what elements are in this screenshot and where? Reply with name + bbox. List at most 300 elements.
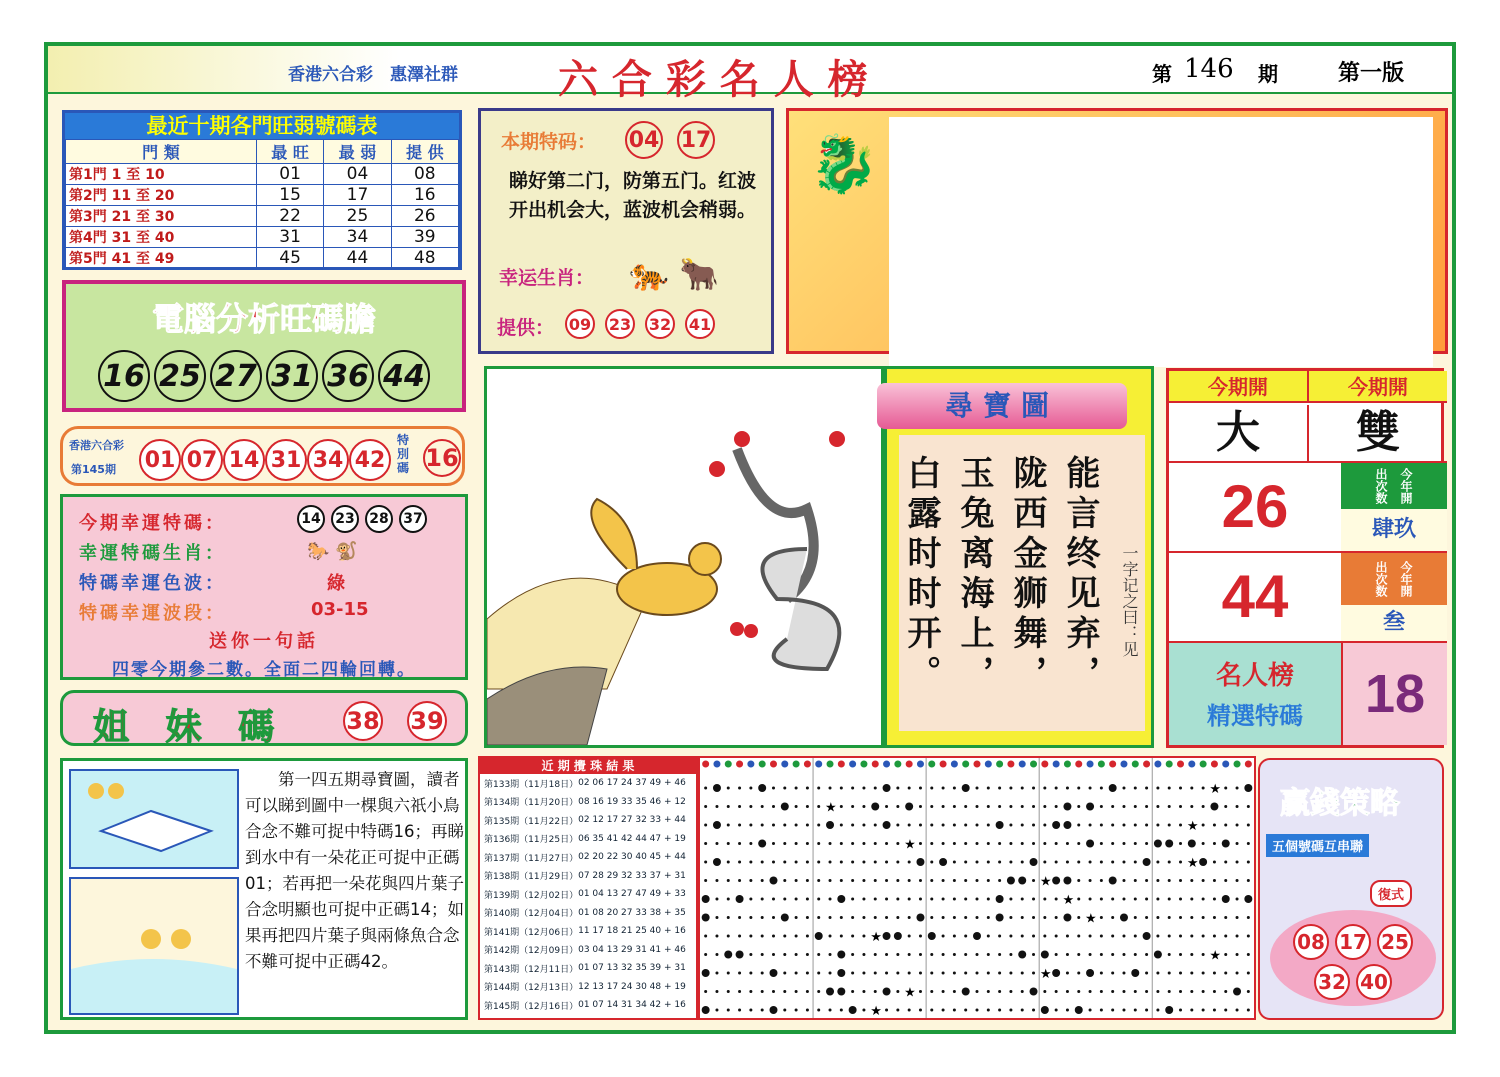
color-marker [804,761,811,768]
drawn-dot [713,858,721,866]
empty-dot [761,805,764,808]
empty-dot [1190,953,1193,956]
lucky-number: 28 [365,505,393,533]
empty-dot [1111,824,1114,827]
special-star: ★ [904,837,916,853]
empty-dot [749,953,752,956]
empty-dot [772,935,775,938]
drawn-dot [815,932,823,940]
empty-dot [1224,990,1227,993]
empty-dot [1156,972,1159,975]
drawn-dot [916,858,924,866]
empty-dot [930,972,933,975]
empty-dot [885,898,888,901]
color-marker [713,761,720,768]
empty-dot [749,824,752,827]
empty-dot [1145,972,1148,975]
drawn-dot [883,784,891,792]
empty-dot [772,842,775,845]
empty-dot [851,787,854,790]
special-label: 本期特码： [501,131,597,153]
lucky-color: 綠 [327,573,345,594]
empty-dot [1066,990,1069,993]
drawn-dot [883,821,891,829]
special-star: ★ [1209,948,1222,964]
drawn-dot [702,969,710,977]
strategy-number: 32 [1314,964,1350,1000]
empty-dot [1202,805,1205,808]
empty-dot [1077,842,1080,845]
lucky-range: 03-15 [311,599,369,620]
drawn-dot [1063,914,1071,922]
empty-dot [1077,935,1080,938]
empty-dot [1179,879,1182,882]
special-star: ★ [870,930,882,945]
empty-dot [772,824,775,827]
drawn-dot [1052,877,1060,885]
history-title: 近 期 攪 珠 結 果 [480,758,696,774]
empty-dot [862,787,865,790]
empty-dot [908,824,911,827]
empty-dot [727,879,730,882]
empty-dot [851,879,854,882]
history-cell: 01 04 13 27 47 49 + 33 [578,889,686,900]
color-marker [928,761,935,768]
color-marker [940,761,947,768]
dragon-icon: 🐉 [809,132,879,197]
empty-dot [1224,824,1227,827]
history-table [484,774,686,1015]
strategy-subtitle: 五個號碼互串聯 [1266,834,1369,857]
color-marker [985,761,992,768]
empty-dot [1190,972,1193,975]
empty-dot [1247,916,1250,919]
empty-dot [1066,1009,1069,1012]
special-star: ★ [1186,819,1199,834]
empty-dot [840,1009,843,1012]
last-number: 01 [139,439,181,481]
ten-period-table [62,110,462,270]
empty-dot [987,953,990,956]
drawn-dot [1063,821,1071,829]
empty-dot [738,842,741,845]
empty-dot [1224,787,1227,790]
empty-dot [806,824,809,827]
empty-dot [715,972,718,975]
drawn-dot [996,821,1004,829]
drawn-dot [736,951,744,959]
history-row [484,922,686,941]
empty-dot [749,842,752,845]
empty-dot [1156,805,1159,808]
empty-dot [874,953,877,956]
color-marker [1007,761,1014,768]
drawn-dot [1143,932,1151,940]
drawn-dot [996,914,1004,922]
empty-dot [964,861,967,864]
empty-dot [1190,990,1193,993]
last-result-box [60,426,465,486]
empty-dot [953,935,956,938]
empty-dot [795,787,798,790]
empty-dot [1134,1009,1137,1012]
drawn-dot [736,895,744,903]
empty-dot [987,1009,990,1012]
empty-dot [1168,916,1171,919]
empty-dot [998,972,1001,975]
drawn-dot [1154,840,1162,848]
empty-dot [1043,916,1046,919]
empty-dot [817,787,820,790]
empty-dot [942,787,945,790]
drawn-dot [837,895,845,903]
empty-dot [1179,916,1182,919]
empty-dot [1236,935,1239,938]
empty-dot [1179,972,1182,975]
empty-dot [998,935,1001,938]
col-header: 提 供 [391,140,458,164]
empty-dot [896,972,899,975]
empty-dot [1009,935,1012,938]
empty-dot [953,898,956,901]
empty-dot [1021,861,1024,864]
history-cell: 08 16 19 33 35 46 + 12 [578,796,686,807]
group-cell: 第2門 11 至 20 [66,185,257,206]
empty-dot [930,1009,933,1012]
empty-dot [987,898,990,901]
empty-dot [1055,953,1058,956]
empty-dot [987,805,990,808]
history-cell: 01 07 13 32 35 39 + 31 [578,963,686,974]
empty-dot [772,787,775,790]
empty-dot [919,787,922,790]
empty-dot [1179,842,1182,845]
empty-dot [930,842,933,845]
drawn-dot [1165,1006,1173,1014]
empty-dot [772,953,775,956]
empty-dot [1156,861,1159,864]
color-marker [1087,761,1094,768]
empty-dot [998,787,1001,790]
empty-dot [1213,842,1216,845]
empty-dot [829,898,832,901]
value-cell: 16 [391,185,458,206]
treasure-map [884,366,1154,748]
empty-dot [1089,1009,1092,1012]
empty-dot [1122,990,1125,993]
empty-dot [942,842,945,845]
empty-dot [908,787,911,790]
empty-dot [1247,1009,1250,1012]
empty-dot [1236,972,1239,975]
empty-dot [1213,916,1216,919]
empty-dot [829,972,832,975]
empty-dot [817,990,820,993]
empty-dot [976,824,979,827]
computer-numbers [66,350,462,402]
value-cell: 39 [391,227,458,248]
empty-dot [1122,972,1125,975]
color-marker [917,761,924,768]
horse-icon: 🐎 🐒 [307,541,358,562]
empty-dot [761,990,764,993]
drawn-dot [1120,914,1128,922]
empty-dot [1089,879,1092,882]
value-cell: 08 [391,164,458,185]
table-row [66,248,459,269]
empty-dot [930,787,933,790]
empty-dot [1100,898,1103,901]
empty-dot [862,1009,865,1012]
empty-dot [987,787,990,790]
color-marker [1245,761,1252,768]
empty-dot [1100,972,1103,975]
empty-dot [761,972,764,975]
empty-dot [749,787,752,790]
empty-dot [1100,935,1103,938]
lucky-number: 14 [297,505,325,533]
empty-dot [1145,916,1148,919]
strategy-ellipse [1270,910,1436,1006]
empty-dot [964,916,967,919]
empty-dot [727,824,730,827]
empty-dot [817,916,820,919]
empty-dot [1043,935,1046,938]
history-cell: 01 08 20 27 33 38 + 35 [578,907,686,918]
empty-dot [1021,990,1024,993]
group-cell: 第4門 31 至 40 [66,227,257,248]
empty-dot [806,861,809,864]
drawn-dot [837,969,845,977]
stat-label: 今年開 [1399,561,1413,597]
empty-dot [1247,805,1250,808]
empty-dot [1100,861,1103,864]
drawn-dot [1041,1006,1049,1014]
empty-dot [783,824,786,827]
empty-dot [1213,898,1216,901]
empty-dot [930,805,933,808]
empty-dot [817,879,820,882]
empty-dot [840,787,843,790]
history-row [484,941,686,960]
strategy-number: 08 [1293,924,1329,960]
empty-dot [1111,861,1114,864]
empty-dot [715,805,718,808]
empty-dot [1043,898,1046,901]
history-cell: 11 17 18 21 25 40 + 16 [578,926,686,937]
empty-dot [1122,953,1125,956]
empty-dot [783,953,786,956]
empty-dot [862,824,865,827]
empty-dot [1032,824,1035,827]
empty-dot [1168,953,1171,956]
community-name: 惠澤社群 [390,65,458,85]
empty-dot [749,935,752,938]
empty-dot [1236,861,1239,864]
empty-dot [1066,861,1069,864]
special-star: ★ [825,800,837,816]
empty-dot [919,972,922,975]
col-header: 最 弱 [324,140,391,164]
special-star: ★ [1209,782,1222,797]
empty-dot [1032,879,1035,882]
empty-dot [1202,824,1205,827]
empty-dot [1224,916,1227,919]
special-star: ★ [1085,911,1097,927]
empty-dot [862,842,865,845]
drawn-dot [1052,969,1060,977]
empty-dot [964,935,967,938]
fame-box [1169,643,1341,745]
empty-dot [761,898,764,901]
empty-dot [795,953,798,956]
empty-dot [1122,842,1125,845]
drawn-dot [1063,877,1071,885]
drawn-dot [1063,803,1071,811]
poem-column: 玉兔离海上， [954,455,994,695]
last-number: 34 [307,439,349,481]
empty-dot [727,935,730,938]
value-cell: 25 [324,206,391,227]
empty-dot [1043,805,1046,808]
history-row [484,793,686,812]
drawn-dot [724,951,732,959]
strategy-numbers [1270,910,1436,1000]
empty-dot [1236,916,1239,919]
empty-dot [1168,787,1171,790]
empty-dot [1032,805,1035,808]
special-star: ★ [1062,893,1075,908]
page-title: 六 合 彩 名 人 榜 [558,56,868,103]
empty-dot [1145,805,1148,808]
empty-dot [829,787,832,790]
drawn-dot [781,914,789,922]
empty-dot [761,824,764,827]
empty-dot [1134,842,1137,845]
drawn-dot [1244,895,1252,903]
empty-dot [840,805,843,808]
empty-dot [964,805,967,808]
last-brand: 香港六合彩 [69,439,124,452]
col-header: 門 類 [66,140,257,164]
empty-dot [964,1009,967,1012]
empty-dot [908,935,911,938]
empty-dot [1021,824,1024,827]
empty-dot [1156,1009,1159,1012]
history-cell: 第140期（12月04日） [484,909,579,920]
empty-dot [964,842,967,845]
empty-dot [851,990,854,993]
empty-dot [1168,824,1171,827]
empty-dot [783,935,786,938]
empty-dot [795,990,798,993]
empty-dot [1156,935,1159,938]
empty-dot [874,990,877,993]
lucky-number: 37 [399,505,427,533]
drawn-dot [928,932,936,940]
issue-suffix: 期 [1258,62,1278,86]
empty-dot [1213,935,1216,938]
empty-dot [1190,879,1193,882]
empty-dot [1236,1009,1239,1012]
empty-dot [896,824,899,827]
history-cell: 02 06 17 24 37 49 + 46 [578,778,686,789]
empty-dot [862,805,865,808]
color-marker [702,761,709,768]
zodiac-label: 幸运生肖： [499,267,595,289]
empty-dot [1100,824,1103,827]
color-marker [759,761,766,768]
empty-dot [817,953,820,956]
empty-dot [1009,805,1012,808]
empty-dot [1122,861,1125,864]
strategy-title: 贏錢策略 [1280,786,1400,821]
drawn-dot [894,932,902,940]
issue-number: 146 [1184,54,1234,84]
empty-dot [987,861,990,864]
empty-dot [953,842,956,845]
empty-dot [964,972,967,975]
history-row [484,774,686,793]
drawn-dot [1165,840,1173,848]
empty-dot [1190,1009,1193,1012]
empty-dot [987,990,990,993]
color-marker [838,761,845,768]
empty-dot [1179,787,1182,790]
empty-dot [885,842,888,845]
special-number: 16 [423,439,461,477]
story-text: 第一四五期尋寶圖，讀者可以睇到圖中一棵與六祇小鳥合念不難可捉中特碼16；再睇到水中有一朵花正可捉中正碼01；若再把一朵花與四片葉子合念明顯也可捉中正碼14；如果再把四片葉子與兩條魚合念不難可捉中正碼42。 [245,770,464,971]
computer-number: 25 [154,350,206,402]
value-cell: 17 [324,185,391,206]
history-row [484,885,686,904]
empty-dot [704,953,707,956]
empty-dot [1077,990,1080,993]
empty-dot [1224,935,1227,938]
empty-dot [727,990,730,993]
empty-dot [987,916,990,919]
empty-dot [908,1009,911,1012]
empty-dot [1179,898,1182,901]
empty-dot [987,972,990,975]
empty-dot [1213,824,1216,827]
value-cell: 01 [256,164,323,185]
empty-dot [1032,935,1035,938]
drawn-dot [883,988,891,996]
empty-dot [987,935,990,938]
empty-dot [738,824,741,827]
empty-dot [704,805,707,808]
color-marker [894,761,901,768]
color-marker [860,761,867,768]
lucky-label-3: 特碼幸運色波： [79,573,226,594]
empty-dot [1032,972,1035,975]
empty-dot [1134,898,1137,901]
empty-dot [761,935,764,938]
empty-dot [1134,824,1137,827]
strategy-number: 25 [1377,924,1413,960]
empty-dot [1100,953,1103,956]
empty-dot [998,990,1001,993]
empty-dot [1089,953,1092,956]
empty-dot [829,935,832,938]
empty-dot [976,805,979,808]
empty-dot [749,805,752,808]
color-marker [815,761,822,768]
empty-dot [851,861,854,864]
empty-dot [930,916,933,919]
empty-dot [1247,824,1250,827]
